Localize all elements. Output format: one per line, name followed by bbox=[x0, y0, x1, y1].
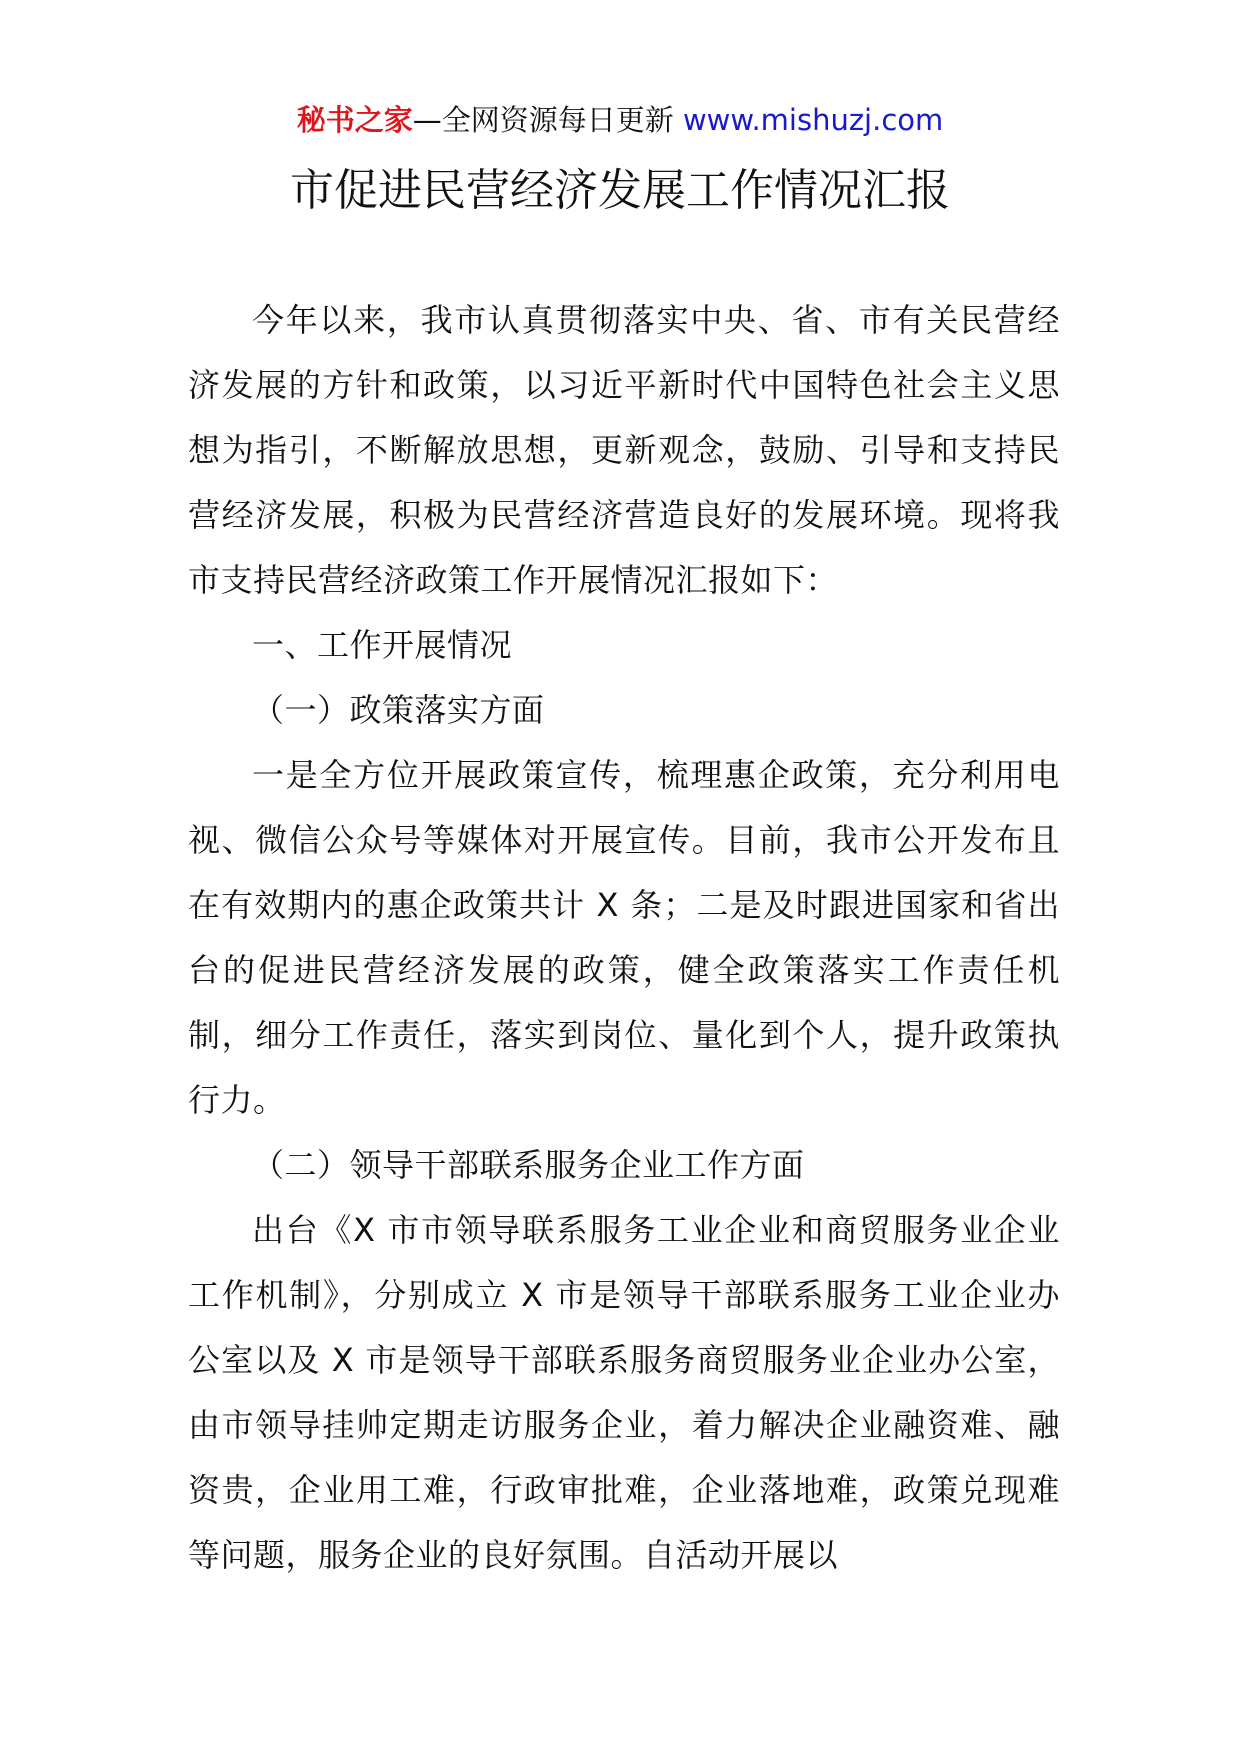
section-heading: 一、工作开展情况 bbox=[252, 626, 513, 664]
body-paragraph: 一是全方位开展政策宣传，梳理惠企政策，充分利用电视、微信公众号等媒体对开展宣传。目前，我市公开发布且在有效期内的惠企政策共计 X 条；二是及时跟进国家和省出台的促进民营经济发展的政策，健全政策落实工作责任机制，细分工作责任，落实到岗位、量化到个人，提升政策执行力。 bbox=[188, 756, 1060, 1119]
body-paragraph: 出台《X 市市领导联系服务工业企业和商贸服务业企业工作机制》，分别成立 X 市是领导干部联系服务工业企业办公室以及 X 市是领导干部联系服务商贸服务业企业办公室，由市领导挂帅定期走访服务企业，着力解决企业融资难、融资贵，企业用工难，行政审批难，企业落地难，政策兑现难等问题，服务企业的良好氛围。自活动开展以 bbox=[188, 1211, 1060, 1574]
document-body bbox=[188, 288, 1060, 1588]
site-slogan: —全网资源每日更新 bbox=[412, 103, 683, 137]
intro-paragraph: 今年以来，我市认真贯彻落实中央、省、市有关民营经济发展的方针和政策，以习近平新时代中国特色社会主义思想为指引，不断解放思想，更新观念，鼓励、引导和支持民营经济发展，积极为民营经济营造良好的发展环境。现将我市支持民营经济政策工作开展情况汇报如下： bbox=[188, 301, 1060, 599]
subsection-heading: （一）政策落实方面 bbox=[252, 691, 545, 729]
site-url-link[interactable]: www.mishuzj.com bbox=[682, 103, 944, 137]
site-brand: 秘书之家 bbox=[296, 103, 413, 137]
site-header bbox=[0, 100, 1240, 140]
subsection-heading: （二）领导干部联系服务企业工作方面 bbox=[252, 1146, 805, 1184]
document-title: 市促进民营经济发展工作情况汇报 bbox=[290, 165, 950, 216]
